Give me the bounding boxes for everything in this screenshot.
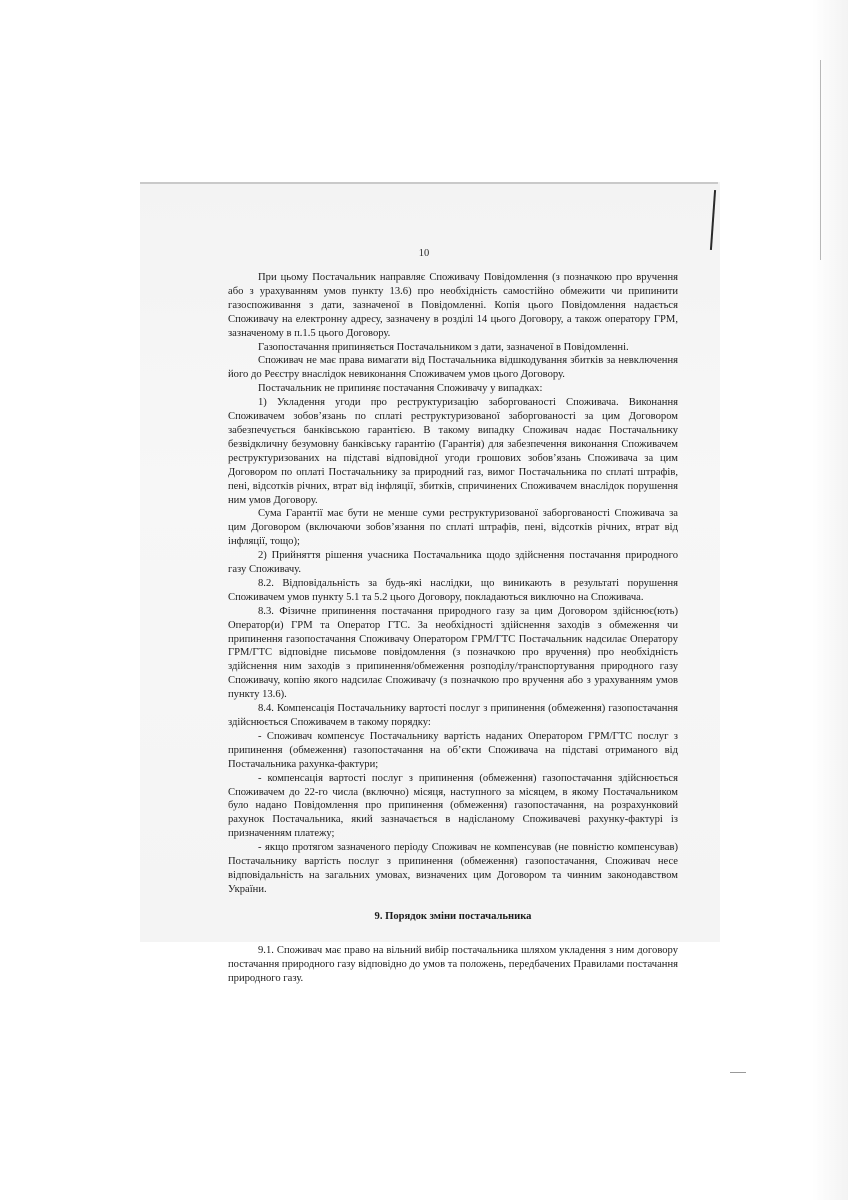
paragraph: Постачальник не припиняє постачання Споживачу у випадках:: [258, 383, 543, 395]
margin-dash-mark: [730, 1072, 746, 1073]
section-heading: 9. Порядок зміни постачальника: [374, 910, 532, 922]
paragraph: 2) Прийняття рішення учасника Постачальника щодо здійснення постачання природного газу Споживачу.: [228, 550, 678, 576]
paragraph: Сума Гарантії має бути не менше суми реструктуризованої заборгованості Споживача за цим Договором (включаючи зобов’язання по сплаті штрафів, пені, відсотків річних, втрат від інфляції, тощо);: [228, 508, 678, 548]
paragraph: 8.4. Компенсація Постачальнику вартості послуг з припинення (обмеження) газопостачання здійснюється Споживачем в такому порядку:: [228, 703, 678, 728]
paragraph: При цьому Постачальник направляє Споживачу Повідомлення (з позначкою про вручення або з урахуванням умов пункту 13.6) про необхідність самостійно обмежити чи припинити газоспоживання з дати, зазначеної в Повідомленні. Копія цього Повідомлення надається Споживачу на електронну адресу, зазначену в розділі 14 цього Договору, а також оператору ГРМ, зазначеному в п.1.5 цього Договору.: [228, 272, 678, 339]
paragraph: 8.3. Фізичне припинення постачання природного газу за цим Договором здійснює(ють) Оператор(и) ГРМ та Оператор ГТС. За необхідності здійснення заходів з обмеження чи припинення газопостачання Споживачу Оператором ГРМ/ГТС Постачальник надсилає Оператору ГРМ/ГТС відповідне письмове повідомлення (з позначкою про вручення) про необхідність здійснення ним заходів з припинення/обмеження розподілу/транспортування природного газу Споживачу, копію якого надсилає Споживачу (з позначкою про вручення або з урахуванням умов пункту 13.6).: [228, 605, 678, 701]
paragraph: Споживач не має права вимагати від Постачальника відшкодування збитків за невключення його до Реєстру внаслідок невиконання Споживачем умов цього Договору.: [228, 355, 678, 381]
paragraph: - Споживач компенсує Постачальнику вартість наданих Оператором ГРМ/ГТС послуг з припинення (обмеження) газопостачання на об’єкти Споживача на підставі отриманого від Постачальника рахунка-фактури;: [228, 730, 678, 770]
paragraph: - компенсація вартості послуг з припинення (обмеження) газопостачання здійснюється Споживачем до 22-го числа (включно) місяця, наступного за місяцем, в якому Постачальником було надано Повідомлення про припинення (обмеження) газопостачання, на розрахунковий рахунок Постачальника, який зазначається в надісланому Споживачеві рахунку-фактурі із призначенням платежу;: [228, 772, 678, 840]
paragraph: 8.2. Відповідальність за будь-які наслідки, що виникають в результаті порушення Споживачем умов пункту 5.1 та 5.2 цього Договору, покладаються виключно на Споживача.: [228, 577, 678, 603]
paragraph: Газопостачання припиняється Постачальником з дати, зазначеної в Повідомленні.: [258, 341, 629, 353]
scan-top-edge: [140, 182, 718, 184]
paragraph: 9.1. Споживач має право на вільний вибір постачальника шляхом укладення з ним договору постачання природного газу відповідно до умов та положень, передбачених Правилами постачання природного газу.: [228, 944, 678, 984]
page-number: 10: [418, 248, 430, 259]
paragraph: 1) Укладення угоди про реструктуризацію заборгованості Споживача. Виконання Споживачем зобов’язань по сплаті реструктуризованої заборгованості за цим Договором забезпечується банківською гарантією. В такому випадку Споживач надає Постачальнику безвідкличну безумовну банківську гарантію (Гарантія) для забезпечення виконання Споживачем реструктуризованих на підставі відповідної угоди грошових зобов’язань Споживача за цим Договором по оплаті Постачальнику за природний газ, вимог Постачальника по сплаті штрафів, пені, відсотків річних, втрат від інфляції, збитків, спричинених Споживачем внаслідок порушення ним умов Договору.: [228, 397, 678, 506]
scan-shadow-edge: [812, 0, 848, 1200]
document-body: [228, 271, 678, 985]
paragraph: - якщо протягом зазначеного періоду Споживач не компенсував (не повністю компенсував) Постачальнику вартість послуг з припинення (обмеження) газопостачання, Споживач несе відповідальність на загальних умовах, визначених цим Договором та чинним законодавством України.: [228, 842, 678, 895]
scan-fold-line: [820, 60, 821, 260]
